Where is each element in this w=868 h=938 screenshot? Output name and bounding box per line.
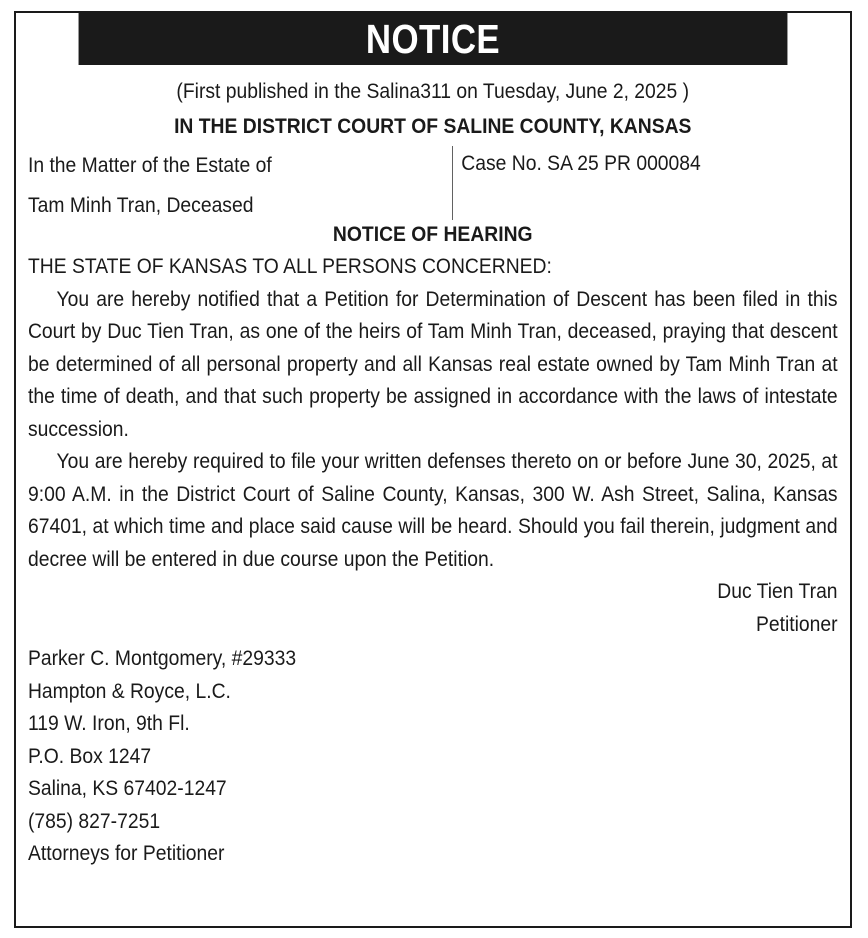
- case-caption: [28, 145, 838, 223]
- legal-notice: [14, 11, 852, 928]
- court-name: IN THE DISTRICT COURT OF SALINE COUNTY, KANSAS: [174, 115, 692, 138]
- attorney-name: Parker C. Montgomery, #29333: [27, 647, 297, 670]
- attorney-block: [28, 643, 838, 871]
- paragraph-petition: You are hereby notified that a Petition for Determination of Descent has been filed in this Court by Duc Tien Tran, as one of the heirs of Tam Minh Tran, deceased, praying that descent be determined of all personal property and all Kansas real estate owned by Tam Minh Tran at the time of death, and that such property be assigned in accordance with the laws of intestate succession.: [27, 287, 838, 441]
- estate-matter: [28, 146, 453, 220]
- hearing-heading: NOTICE OF HEARING: [332, 223, 533, 246]
- attorney-role: Attorneys for Petitioner: [27, 842, 225, 865]
- attorney-phone: (785) 827-7251: [27, 809, 161, 833]
- notice-body: [16, 75, 849, 871]
- matter-line-1: In the Matter of the Estate of: [27, 154, 272, 177]
- attorney-po-box: P.O. Box 1247: [27, 744, 152, 768]
- decedent-line: Tam Minh Tran, Deceased: [27, 194, 254, 217]
- publication-line: (First published in the Salina311 on Tuesday, June 2, 2025 ): [176, 80, 690, 103]
- paragraph-defenses: You are hereby required to file your written defenses thereto on or before June 30, 2025, at 9:00 A.M. in the District Court of Saline County, Kansas, 300 W. Ash Street, Salina, Kansas 67401, at which time and place said cause will be heard. Should you fail therein, judgment and decree will be entered in due course upon the Petition.: [27, 450, 838, 571]
- petitioner-name: Duc Tien Tran: [717, 580, 838, 603]
- attorney-street: 119 W. Iron, 9th Fl.: [27, 712, 190, 735]
- signature-block: [28, 576, 838, 641]
- attorney-firm: Hampton & Royce, L.C.: [27, 679, 231, 703]
- case-number: Case No. SA 25 PR 000084: [461, 152, 701, 175]
- case-number-block: [453, 146, 701, 223]
- petitioner-role: Petitioner: [755, 612, 838, 636]
- notice-banner: NOTICE: [79, 13, 788, 65]
- attorney-city: Salina, KS 67402-1247: [27, 777, 227, 800]
- salutation: THE STATE OF KANSAS TO ALL PERSONS CONCERNED:: [27, 255, 552, 278]
